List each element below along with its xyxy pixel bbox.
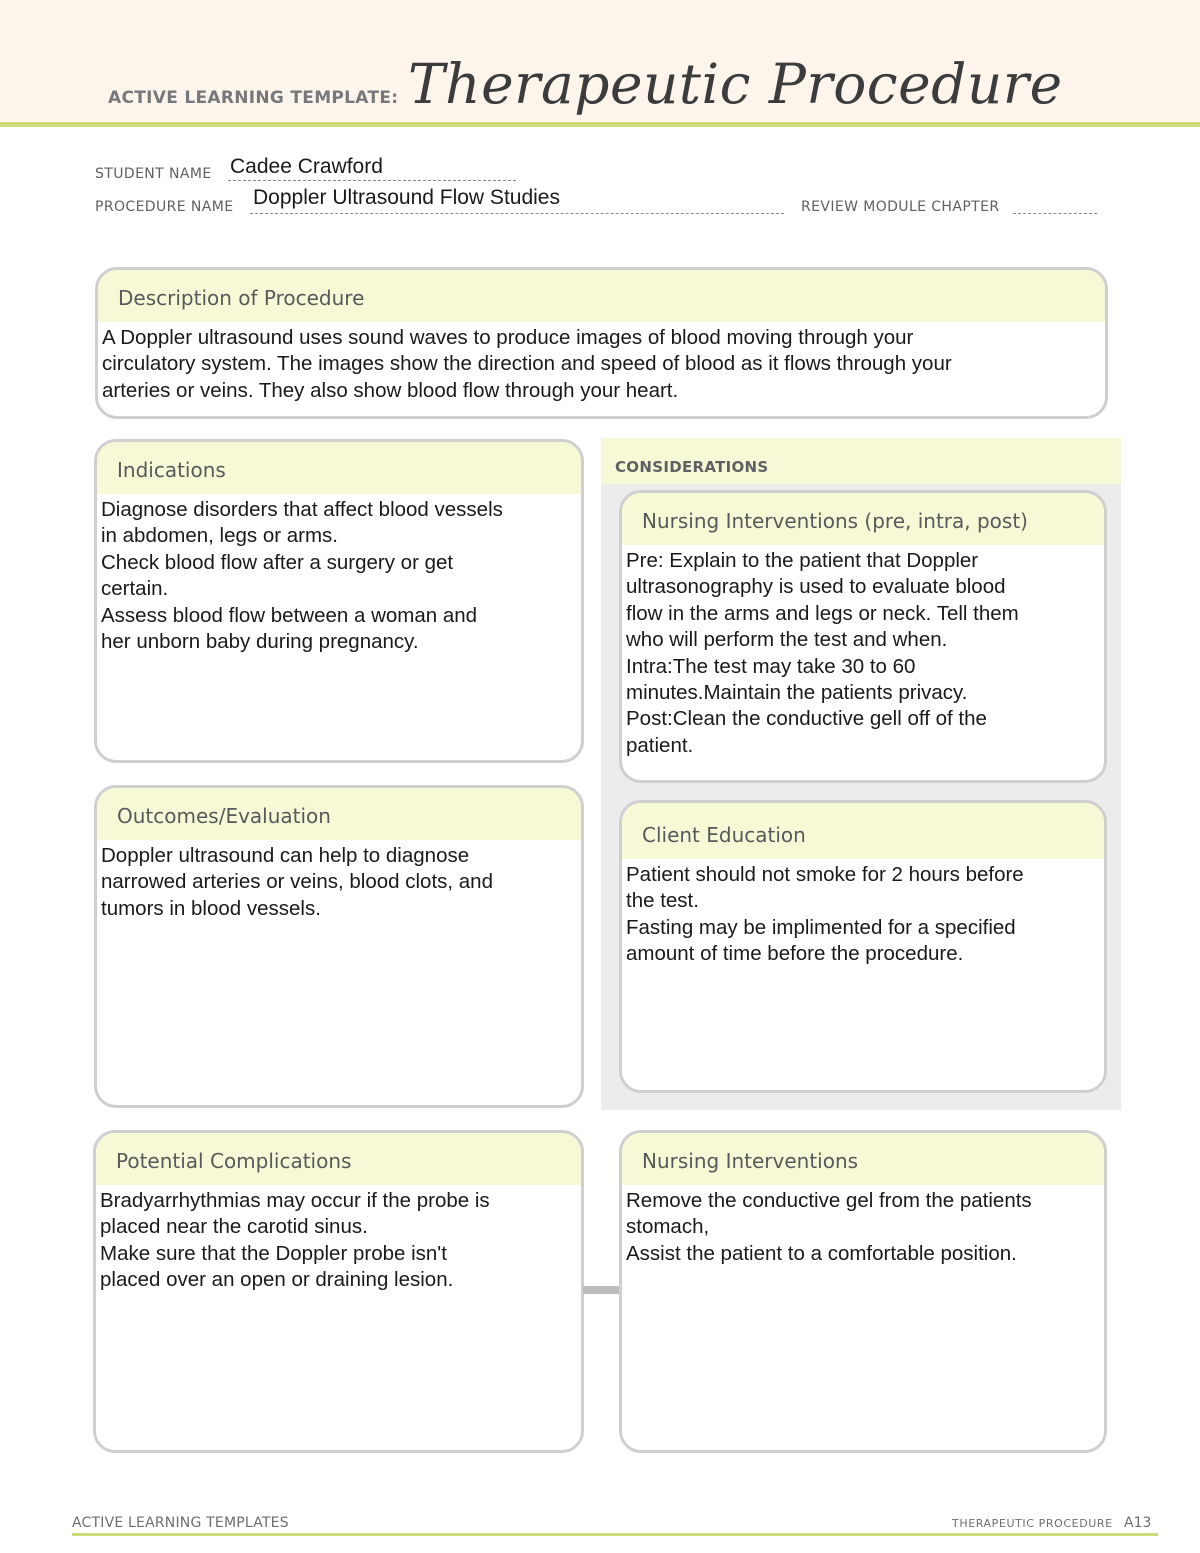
considerations-heading: CONSIDERATIONS xyxy=(601,438,1121,484)
complications-box xyxy=(93,1130,584,1453)
indications-heading: Indications xyxy=(97,442,581,494)
page-title: Therapeutic Procedure xyxy=(408,52,1063,116)
procedure-name-field[interactable]: Doppler Ultrasound Flow Studies xyxy=(253,186,560,209)
box-connector xyxy=(583,1286,621,1294)
outcomes-box xyxy=(94,785,584,1108)
nursing-interventions-heading: Nursing Interventions xyxy=(622,1133,1104,1185)
student-name-field[interactable]: Cadee Crawford xyxy=(230,155,383,178)
nursing-interventions-pre-intra-post-heading: Nursing Interventions (pre, intra, post) xyxy=(622,493,1104,545)
client-education-heading: Client Education xyxy=(622,803,1104,859)
nursing-interventions-text[interactable]: Remove the conductive gel from the patients stomach, Assist the patient to a comfortable position. xyxy=(626,1189,1032,1265)
procedure-name-label: PROCEDURE NAME xyxy=(95,199,234,215)
description-heading: Description of Procedure xyxy=(98,270,1105,322)
template-label: ACTIVE LEARNING TEMPLATE: xyxy=(108,88,399,108)
review-module-field[interactable] xyxy=(1013,213,1097,214)
complications-text[interactable]: Bradyarrhythmias may occur if the probe is placed near the carotid sinus. Make sure that the Doppler probe isn't placed over an open or draining lesion. xyxy=(100,1189,490,1292)
procedure-name-line xyxy=(250,213,784,214)
client-education-text[interactable]: Patient should not smoke for 2 hours before the test. Fasting may be implimented for a specified amount of time before the procedure. xyxy=(626,863,1024,966)
client-education-box xyxy=(619,800,1107,1093)
footer-right-label: THERAPEUTIC PROCEDURE xyxy=(952,1517,1113,1530)
nursing-interventions-pre-intra-post-box xyxy=(619,490,1107,783)
outcomes-heading: Outcomes/Evaluation xyxy=(97,788,581,840)
nursing-interventions-pre-intra-post-text[interactable]: Pre: Explain to the patient that Doppler ultrasonography is used to evaluate blood flow in the arms and legs or neck. Tell them who will perform the test and when. Intra:The test may take 30 to 60 minutes.Maintain the patients privacy. Post:Clean the conductive gell off of the patient. xyxy=(626,549,1019,757)
description-text[interactable]: A Doppler ultrasound uses sound waves to produce images of blood moving through your circulatory system. The images show the direction and speed of blood as it flows through your arteries or veins. They also show blood flow through your heart. xyxy=(102,326,952,402)
nursing-interventions-box xyxy=(619,1130,1107,1453)
footer-rule xyxy=(72,1533,1158,1536)
complications-heading: Potential Complications xyxy=(96,1133,581,1185)
student-name-line xyxy=(228,180,516,181)
description-box xyxy=(95,267,1108,419)
indications-box xyxy=(94,439,584,763)
student-name-label: STUDENT NAME xyxy=(95,166,212,182)
header-rule xyxy=(0,122,1200,127)
indications-text[interactable]: Diagnose disorders that affect blood vessels in abdomen, legs or arms. Check blood flow after a surgery or get certain. Assess blood flow between a woman and her unborn baby during pregnancy. xyxy=(101,498,503,654)
review-module-label: REVIEW MODULE CHAPTER xyxy=(801,199,1000,215)
page-number: A13 xyxy=(1124,1515,1152,1531)
footer-left-label: ACTIVE LEARNING TEMPLATES xyxy=(72,1515,289,1531)
outcomes-text[interactable]: Doppler ultrasound can help to diagnose narrowed arteries or veins, blood clots, and tumors in blood vessels. xyxy=(101,844,493,920)
